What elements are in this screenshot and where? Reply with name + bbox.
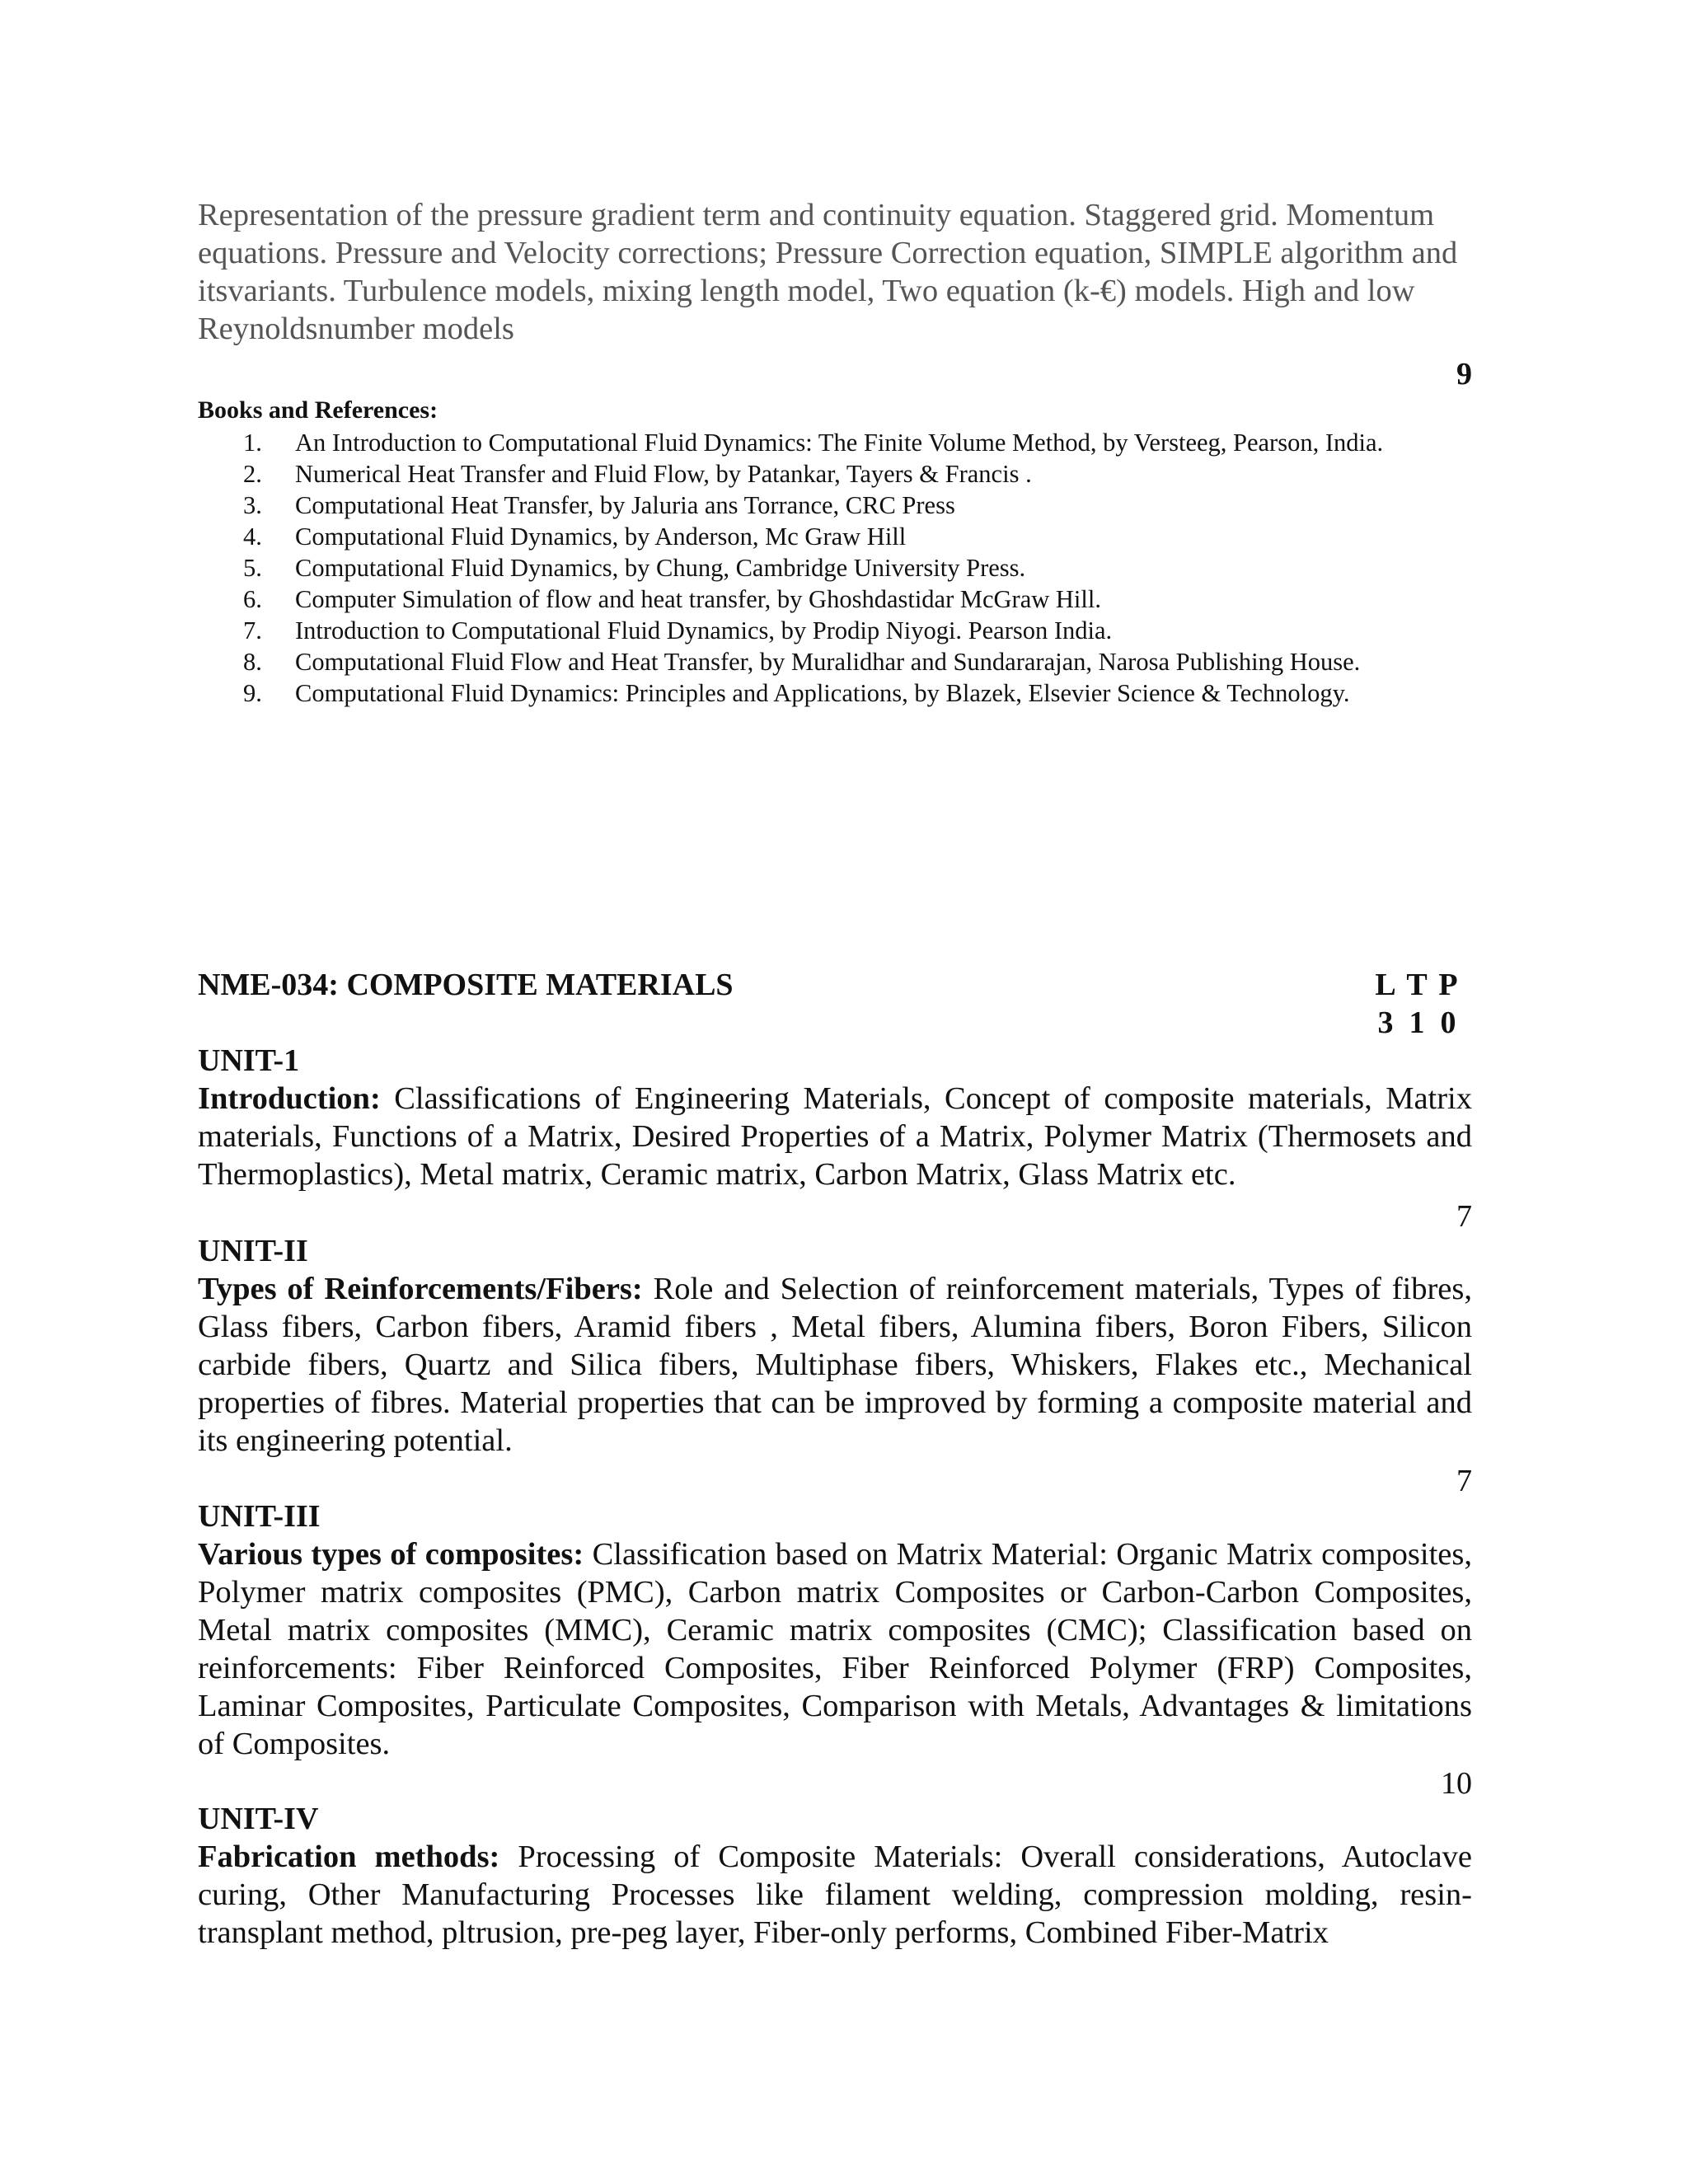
unit-lead: Introduction:: [198, 1081, 381, 1116]
book-item: [198, 583, 1472, 615]
unit-text: Role and Selection of reinforcement materials, Types of fibres, Glass fibers, Carbon fibers, Aramid fibers , Metal fibers, Alumina fibers, Boron Fibers, Silicon carbide fibers, Quartz and Silica fibers, Multiphase fibers, Whiskers, Flakes etc., Mechanical properties of fibres. Material properties that can be improved by forming a composite material and its engineering potential.: [198, 1272, 1472, 1458]
ltp-values-row: [1370, 1004, 1472, 1042]
book-item: [198, 427, 1472, 458]
unit-body: [198, 1080, 1472, 1193]
unit-text: Classifications of Engineering Materials, Concept of composite materials, Matrix materials, Functions of a Matrix, Desired Properties of a Matrix, Polymer Matrix (Thermosets and Thermoplastics), Metal matrix, Ceramic matrix, Carbon Matrix, Glass Matrix etc.: [198, 1081, 1472, 1192]
ltp-label-l: L: [1375, 968, 1396, 1002]
book-item: [198, 646, 1472, 677]
unit-lead: Types of Reinforcements/Fibers:: [198, 1272, 643, 1306]
book-text: Computational Fluid Flow and Heat Transfer, by Muralidhar and Sundararajan, Narosa Publishing House.: [295, 648, 1361, 676]
unit-title: UNIT-III: [198, 1499, 321, 1534]
book-number: 7.: [243, 616, 262, 644]
ltp-table: [1370, 966, 1472, 1042]
book-number: 1.: [243, 429, 262, 457]
book-number: 3.: [243, 491, 262, 519]
book-item: [198, 521, 1472, 552]
book-text: Introduction to Computational Fluid Dynamics, by Prodip Niyogi. Pearson India.: [295, 616, 1113, 644]
unit-3-hours: 10: [1441, 1766, 1472, 1801]
unit-title: UNIT-IV: [198, 1802, 319, 1836]
unit-4-section: [198, 1800, 1472, 1952]
books-list: [198, 427, 1472, 709]
book-text: Computational Heat Transfer, by Jaluria ans Torrance, CRC Press: [295, 491, 955, 519]
unit-lead: Various types of composites:: [198, 1537, 584, 1572]
unit-body: [198, 1270, 1472, 1460]
ltp-label-p: P: [1438, 968, 1458, 1002]
book-item: [198, 615, 1472, 646]
ltp-label-t: T: [1406, 968, 1428, 1002]
book-text: Numerical Heat Transfer and Fluid Flow, by Patankar, Tayers & Francis .: [295, 460, 1032, 488]
book-number: 6.: [243, 585, 262, 613]
ltp-value-p: 0: [1440, 1005, 1456, 1040]
book-item: [198, 552, 1472, 583]
book-item: [198, 458, 1472, 490]
unit-2-hours: 7: [1456, 1464, 1472, 1498]
book-text: Computational Fluid Dynamics: Principles and Applications, by Blazek, Elsevier Science & Technology.: [295, 679, 1350, 707]
book-text: Computer Simulation of flow and heat transfer, by Ghoshdastidar McGraw Hill.: [295, 585, 1101, 613]
ltp-value-t: 1: [1409, 1005, 1425, 1040]
unit-body: [198, 1535, 1472, 1763]
book-number: 5.: [243, 554, 262, 582]
intro-paragraph: Representation of the pressure gradient term and continuity equation. Staggered grid. Momentum equations. Pressure and Velocity corrections; Pressure Correction equation, SIMPLE algorithm and itsvariants. Turbulence models, mixing length model, Two equation (k-€) models. High and low Reynoldsnumber models: [198, 198, 1458, 346]
unit-body: [198, 1838, 1472, 1952]
unit-lead: Fabrication methods:: [198, 1840, 500, 1874]
unit-title: UNIT-1: [198, 1043, 300, 1078]
book-number: 2.: [243, 460, 262, 488]
book-item: [198, 490, 1472, 521]
unit-3-section: [198, 1497, 1472, 1763]
book-item: [198, 677, 1472, 709]
ltp-value-l: 3: [1377, 1005, 1394, 1040]
book-text: Computational Fluid Dynamics, by Anderson, Mc Graw Hill: [295, 523, 907, 551]
unit-1-section: [198, 1042, 1472, 1193]
unit-text: Processing of Composite Materials: Overall considerations, Autoclave curing, Other Manufacturing Processes like filament welding, compression molding, resin-transplant method, pltrusion, pre-peg layer, Fiber-only performs, Combined Fiber-Matrix: [198, 1840, 1472, 1950]
course-title: NME-034: COMPOSITE MATERIALS: [198, 968, 734, 1002]
intro-hours: 9: [1456, 357, 1472, 391]
unit-text: Classification based on Matrix Material: Organic Matrix composites, Polymer matrix composites (PMC), Carbon matrix Composites or Carbon-Carbon Composites, Metal matrix composites (MMC), Ceramic matrix composites (CMC); Classification based on reinforcements: Fiber Reinforced Composites, Fiber Reinforced Polymer (FRP) Composites, Laminar Composites, Particulate Composites, Comparison with Metals, Advantages & limitations of Composites.: [198, 1537, 1472, 1761]
book-text: An Introduction to Computational Fluid Dynamics: The Finite Volume Method, by Versteeg, Pearson, India.: [295, 429, 1384, 457]
ltp-labels-row: [1370, 966, 1472, 1004]
unit-title: UNIT-II: [198, 1234, 308, 1268]
book-text: Computational Fluid Dynamics, by Chung, Cambridge University Press.: [295, 554, 1026, 582]
course-header: [198, 966, 1472, 1040]
book-number: 8.: [243, 648, 262, 676]
unit-1-hours: 7: [1456, 1199, 1472, 1234]
book-number: 4.: [243, 523, 262, 551]
book-number: 9.: [243, 679, 262, 707]
books-heading: Books and References:: [198, 396, 438, 424]
unit-2-section: [198, 1232, 1472, 1460]
